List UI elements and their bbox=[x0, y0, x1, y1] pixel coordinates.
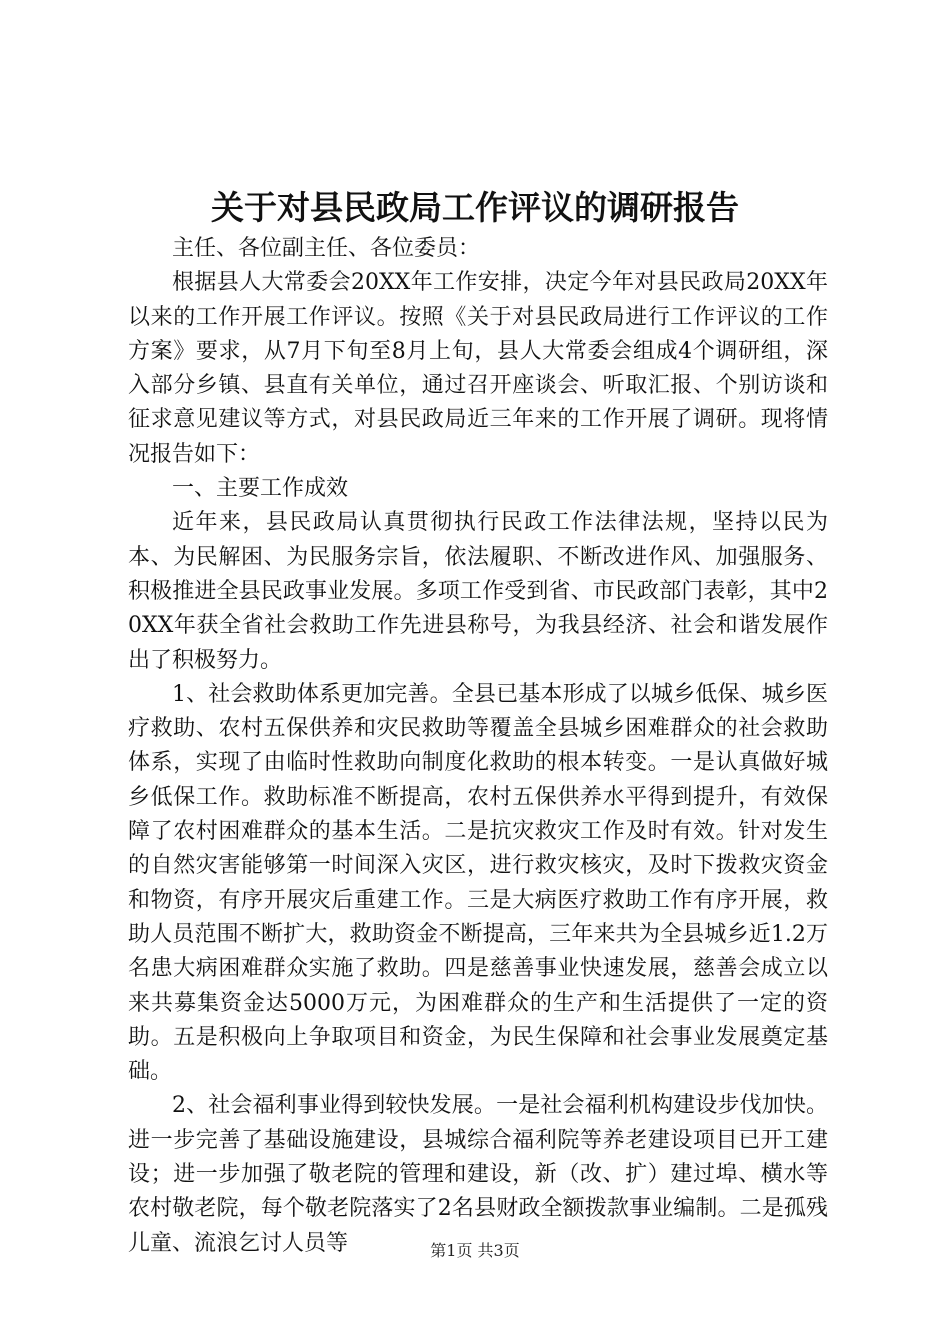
social-assistance-paragraph: 1、社会救助体系更加完善。全县已基本形成了以城乡低保、城乡医疗救助、农村五保供养和灾民救助等覆盖全县城乡困难群众的社会救助体系，实现了由临时性救助向制度化救助的根本转变。一是认真做好城乡低保工作。救助标准不断提高，农村五保供养水平得到提升，有效保障了农村困难群众的基本生活。二是抗灾救灾工作及时有效。针对发生的自然灾害能够第一时间深入灾区，进行救灾核灾，及时下拨救灾资金和物资，有序开展灾后重建工作。三是大病医疗救助工作有序开展，救助人员范围不断扩大，救助资金不断提高，三年来共为全县城乡近1.2万名患大病困难群众实施了救助。四是慈善事业快速发展，慈善会成立以来共募集资金达5000万元，为困难群众的生产和生活提供了一定的资助。五是积极向上争取项目和资金，为民生保障和社会事业发展奠定基础。 bbox=[128, 681, 828, 1085]
page-footer: 第1页 共3页 bbox=[430, 1241, 520, 1260]
document-body bbox=[128, 232, 828, 1261]
social-welfare-paragraph: 2、社会福利事业得到较快发展。一是社会福利机构建设步伐加快。进一步完善了基础设施建设，县城综合福利院等养老建设项目已开工建设；进一步加强了敬老院的管理和建设，新（改、扩）建过埠、横水等农村敬老院，每个敬老院落实了2名县财政全额拨款事业编制。二是孤残儿童、流浪乞讨人员等 bbox=[128, 1093, 828, 1256]
document-title: 关于对县民政局工作评议的调研报告 bbox=[211, 188, 739, 227]
salutation-paragraph: 主任、各位副主任、各位委员： bbox=[172, 236, 481, 261]
overview-paragraph: 近年来，县民政局认真贯彻执行民政工作法律法规，坚持以民为本、为民解困、为民服务宗旨，依法履职、不断改进作风、加强服务、积极推进全县民政事业发展。多项工作受到省、市民政部门表彰，其中20XX年获全省社会救助工作先进县称号，为我县经济、社会和谐发展作出了积极努力。 bbox=[128, 510, 828, 673]
section-heading: 一、主要工作成效 bbox=[172, 476, 349, 502]
intro-paragraph: 根据县人大常委会20XX年工作安排，决定今年对县民政局20XX年以来的工作开展工作评议。按照《关于对县民政局进行工作评议的工作方案》要求，从7月下旬至8月上旬，县人大常委会组成4个调研组，深入部分乡镇、县直有关单位，通过召开座谈会、听取汇报、个别访谈和征求意见建议等方式，对县民政局近三年来的工作开展了调研。现将情况报告如下： bbox=[128, 270, 828, 467]
